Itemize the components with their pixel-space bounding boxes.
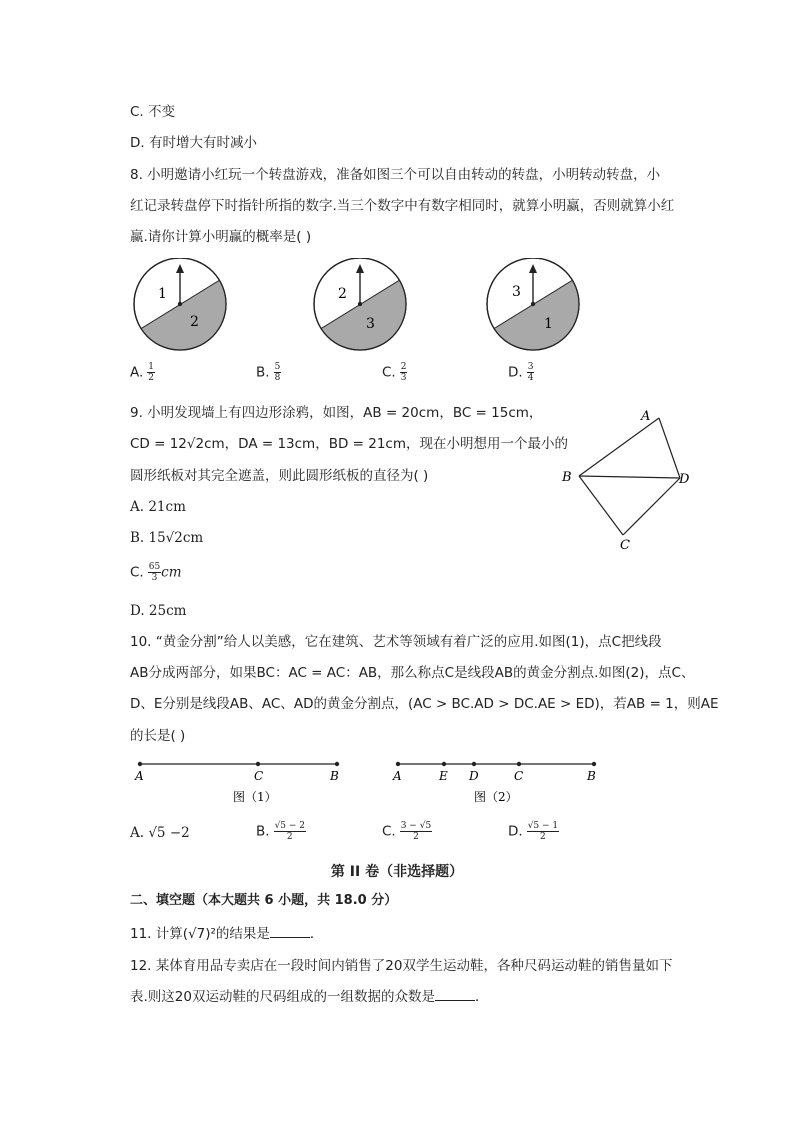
section-2-title: 第 II 卷（非选择题） xyxy=(330,864,464,880)
q12-line-1: 12. 某体育用品专卖店在一段时间内销售了20双学生运动鞋，各种尺码运动鞋的销售量如下 xyxy=(130,958,673,974)
fig2-label-c: C xyxy=(514,769,524,783)
q12-text: 表.则这20双运动鞋的尺码组成的一组数据的众数是 xyxy=(130,989,435,1005)
q10-option-a: A. √5 −2 xyxy=(130,825,190,841)
q8-option-c-denominator: 3 xyxy=(400,373,407,383)
q7-option-c: C. 不变 xyxy=(130,104,176,120)
q10-segment-figures xyxy=(130,756,610,806)
fig2-label-e: E xyxy=(439,769,448,783)
q10-option-b-denominator: 2 xyxy=(286,832,293,842)
q9-option-d: D. 25cm xyxy=(130,603,187,619)
q8-option-a: A. $\frac{1}{2}$ xyxy=(130,362,155,383)
spinner-2-top-number: 2 xyxy=(338,286,347,302)
q11-answer-blank[interactable] xyxy=(270,924,310,938)
q10-option-c: C. $\frac{3 - √5}{2}$ xyxy=(382,821,432,842)
spinner-1-bottom-number: 2 xyxy=(190,314,199,330)
q8-option-d: D. $\frac{3}{4}$ xyxy=(508,362,534,383)
q12-answer-blank[interactable] xyxy=(435,987,475,1001)
fig2-label-a: A xyxy=(393,769,402,783)
spinner-3-top-number: 3 xyxy=(512,284,521,300)
q10-option-b: B. $\frac{√5 - 2}{2}$ xyxy=(256,821,306,842)
fig1-label-b: B xyxy=(330,769,339,783)
spinner-2 xyxy=(296,258,416,358)
q10-line-3: D、E分别是线段AB、AC、AD的黄金分割点，(AC > BC.AD > DC.AE > ED)，若AB = 1，则AE xyxy=(130,696,719,712)
q8-option-c-numerator: 2 xyxy=(400,362,407,372)
q9-label-b: B xyxy=(562,470,572,485)
fig2-label-d: D xyxy=(469,769,479,783)
q9-label-d: D xyxy=(679,472,690,487)
q9-option-c: C. $\frac{65}{3}$ cm xyxy=(130,562,182,583)
q8-line-1: 8. 小明邀请小红玩一个转盘游戏，准备如图三个可以自由转动的转盘，小明转动转盘，小 xyxy=(130,167,661,183)
q9-option-c-numerator: 65 xyxy=(148,562,161,572)
fig2-caption: 图（2） xyxy=(474,790,518,804)
q9-label-c: C xyxy=(620,538,630,553)
fig1-caption: 图（1） xyxy=(233,790,277,804)
fig2-label-b: B xyxy=(587,769,596,783)
q10-figure-1 xyxy=(134,762,339,804)
spinner-2-bottom-number: 3 xyxy=(366,316,375,332)
q10-line-2: AB分成两部分，如果BC：AC = AC：AB，那么称点C是线段AB的黄金分割点.如图(2)，点C、 xyxy=(130,665,695,681)
q9-option-a: A. 21cm xyxy=(130,499,186,515)
q8-option-d-numerator: 3 xyxy=(527,362,534,372)
q8-line-3: 赢.请你计算小明赢的概率是( ) xyxy=(130,229,312,245)
q11: 11. 计算(√7)²的结果是 ． xyxy=(130,926,324,942)
q7-option-d: D. 有时增大有时减小 xyxy=(130,135,257,151)
q8-option-a-denominator: 2 xyxy=(148,373,155,383)
q8-option-c: C. $\frac{2}{3}$ xyxy=(382,362,407,383)
spinner-1-top-number: 1 xyxy=(158,286,167,302)
q8-option-b-numerator: 5 xyxy=(274,362,281,372)
q9-line-1: 9. 小明发现墙上有四边形涂鸦，如图，AB = 20cm，BC = 15cm， xyxy=(130,405,543,421)
q8-spinners-figure xyxy=(126,258,606,358)
q11-text: 11. 计算(√7)²的结果是 xyxy=(130,926,270,942)
fig1-label-a: A xyxy=(135,769,144,783)
q10-line-4: 的长是( ) xyxy=(130,728,186,744)
q8-option-a-numerator: 1 xyxy=(148,362,155,372)
q10-option-d-numerator: √5 − 1 xyxy=(527,821,559,831)
q9-label-a: A xyxy=(641,409,651,424)
q10-option-c-denominator: 2 xyxy=(413,832,419,842)
spinner-3 xyxy=(469,258,589,358)
q10-option-b-numerator: √5 − 2 xyxy=(274,821,306,831)
q9-line-2: CD = 12√2cm，DA = 13cm，BD = 21cm，现在小明想用一个最小的 xyxy=(130,436,568,452)
q8-line-2: 红记录转盘停下时指针所指的数字.当三个数字中有数字相同时，就算小明赢，否则就算小红 xyxy=(130,198,675,214)
q8-option-d-denominator: 4 xyxy=(527,373,534,383)
q9-line-3: 圆形纸板对其完全遮盖，则此圆形纸板的直径为( ) xyxy=(130,468,429,484)
q10-line-1: 10. “黄金分割”给人以美感，它在建筑、艺术等领域有着广泛的应用.如图(1)，点C把线段 xyxy=(130,634,662,650)
fig1-label-c: C xyxy=(254,769,264,783)
q10-option-d-denominator: 2 xyxy=(540,832,546,842)
q9-quadrilateral-figure xyxy=(556,402,706,554)
q10-option-c-numerator: 3 − √5 xyxy=(400,821,432,831)
q9-option-b: B. 15√2cm xyxy=(130,530,204,546)
part-2-heading: 二、填空题（本大题共 6 小题，共 18.0 分） xyxy=(130,893,398,908)
q9-option-c-denominator: 3 xyxy=(151,573,158,583)
q8-option-b: B. $\frac{5}{8}$ xyxy=(256,362,281,383)
spinner-1 xyxy=(126,258,236,358)
q8-option-b-denominator: 8 xyxy=(274,373,281,383)
q9-option-c-unit: cm xyxy=(161,564,182,581)
q10-figure-2 xyxy=(392,762,596,804)
q10-option-d: D. $\frac{√5 - 1}{2}$ xyxy=(508,821,559,842)
spinner-3-bottom-number: 1 xyxy=(544,316,553,332)
q12-line-2: 表.则这20双运动鞋的尺码组成的一组数据的众数是 ． xyxy=(130,989,489,1005)
